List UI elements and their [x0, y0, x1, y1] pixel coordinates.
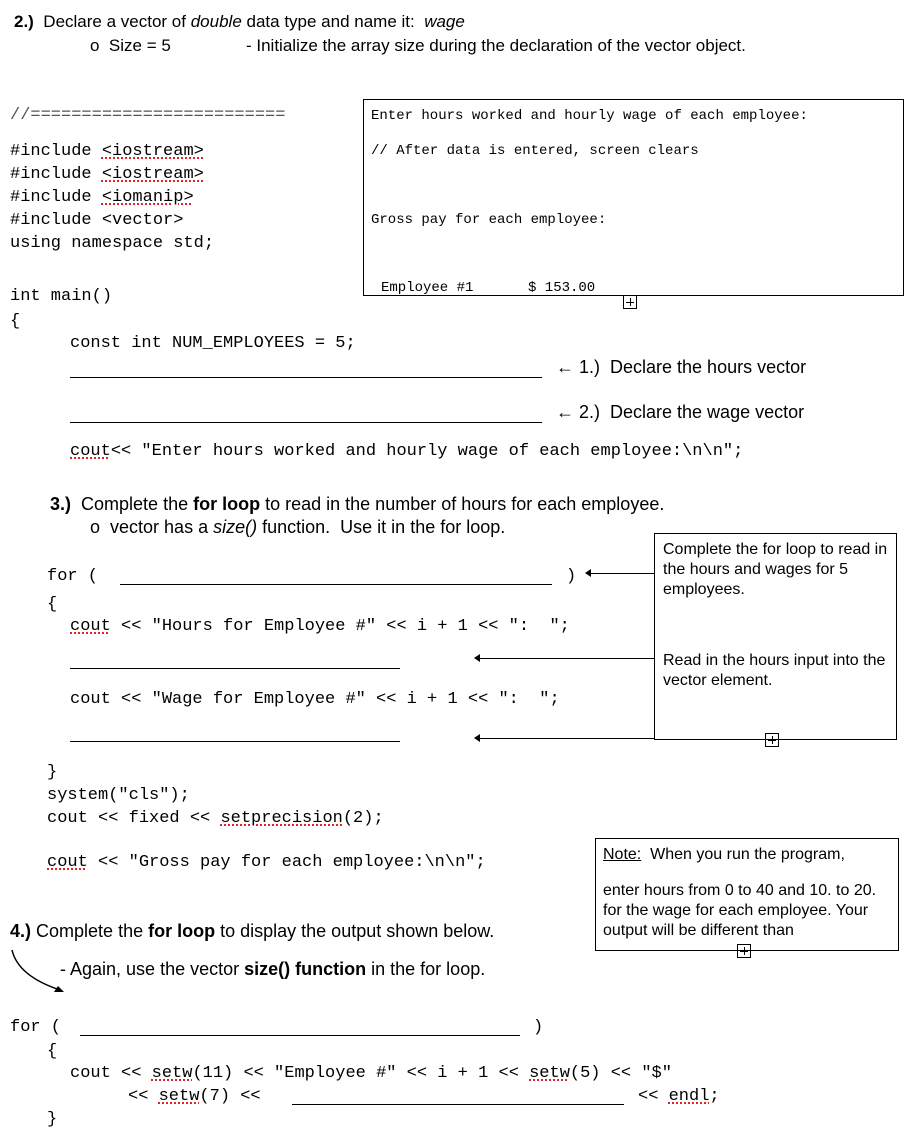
include-keyword: #include [10, 211, 92, 230]
callout-1-text: Complete the for loop to read in the hours and wages for 5 employees. [663, 541, 888, 598]
bullet-text-post: function. Use it in the for loop. [262, 517, 506, 537]
arrow-head-1-icon [585, 569, 591, 577]
section3-bullet [90, 517, 505, 537]
output-text: (11) << "Employee #" << i + 1 << [192, 1064, 530, 1083]
include-line-4 [10, 209, 183, 232]
console-line-2: // After data is entered, screen clears [371, 143, 699, 159]
expand-plus-icon[interactable] [623, 295, 637, 309]
size-text: Size = 5 [108, 36, 171, 55]
section3-text: Complete the [81, 494, 189, 514]
include-line-2 [10, 163, 204, 186]
section4-number: 4.) [10, 921, 32, 941]
include-line-1 [10, 140, 204, 163]
fixed-text: cout << fixed << [47, 809, 221, 828]
output-text: cout << [70, 1064, 152, 1083]
section4-text-post: to display the output shown below. [220, 921, 495, 941]
endl-func: endl [668, 1087, 710, 1106]
expand-plus-icon[interactable] [765, 733, 779, 747]
declare-wage-annotation: ← 2.) Declare the wage vector [556, 402, 805, 422]
for-loop-1-blank[interactable] [120, 584, 552, 585]
size-function: size() [213, 517, 258, 537]
arrow-line-1 [590, 573, 654, 574]
cout-keyword: cout [70, 617, 111, 636]
section4-heading [10, 921, 494, 941]
output-text: (5) << "$" [569, 1064, 672, 1083]
for-loop-2-blank[interactable] [80, 1035, 520, 1036]
output-line-2-end [638, 1085, 720, 1108]
declare-hours-annotation: ← 1.) Declare the hours vector [556, 357, 807, 377]
include-line-3 [10, 186, 194, 209]
for-loop-2-keyword: for ( [10, 1018, 62, 1037]
for-loop-2-close-paren: ) [533, 1018, 544, 1037]
output-line-2 [128, 1085, 261, 1108]
for-loop-1-keyword: for ( [47, 567, 99, 586]
for-loop-1-open-brace: { [47, 595, 58, 614]
section4-sub-text-post: in the for loop. [371, 959, 486, 979]
note-text-1: When you run the program, [650, 846, 845, 863]
cout-enter-text: << "Enter hours worked and hourly wage of each employee:\n\n"; [110, 442, 744, 461]
include-header: <iostream> [101, 165, 204, 184]
const-line: const int NUM_EMPLOYEES = 5; [70, 334, 356, 353]
for-loop-1-close-brace: } [47, 763, 58, 782]
setw-func: setw [529, 1064, 570, 1083]
for-loop-2-close-brace: } [47, 1110, 58, 1129]
section4-sub-bold: size() function [244, 959, 367, 979]
section2-name: wage [424, 12, 465, 31]
section4-sub [60, 959, 485, 979]
section3-number: 3.) [50, 494, 72, 514]
cout-keyword: cout [47, 853, 88, 872]
section2-heading [14, 12, 465, 32]
cout-keyword: cout [70, 442, 111, 461]
cout-hours-line [70, 615, 570, 638]
console-line-3: Gross pay for each employee: [371, 212, 607, 228]
hours-input-blank[interactable] [70, 668, 400, 669]
note-line-1 [603, 845, 845, 865]
note-label: Note: [603, 846, 642, 863]
console-employee-label: Employee #1 [381, 280, 474, 296]
section2-bullet [90, 36, 171, 56]
setw-func: setw [151, 1064, 193, 1083]
arrow-line-2 [480, 658, 654, 659]
section4-sub-text: - Again, use the vector [60, 959, 240, 979]
for-loop-2-open-brace: { [47, 1042, 58, 1061]
cout-hours-text: << "Hours for Employee #" << i + 1 << ": "; [121, 617, 570, 636]
using-line: using namespace std; [10, 234, 215, 253]
for-loop-1-close-paren: ) [566, 567, 577, 586]
section2-text: Declare a vector of [43, 12, 186, 31]
wage-vector-blank[interactable] [70, 422, 542, 423]
fixed-precision-line [47, 807, 384, 830]
section2-text-mid: data type and name it: [246, 12, 415, 31]
arrow-head-3-icon [474, 734, 480, 742]
include-header: <iomanip> [101, 188, 194, 207]
include-keyword: #include [10, 142, 92, 161]
console-line-1: Enter hours worked and hourly wage of each employee: [371, 108, 808, 124]
output-text: << [128, 1087, 159, 1106]
size-note: - Initialize the array size during the declaration of the vector object. [246, 36, 746, 55]
output-text: ; [709, 1087, 720, 1106]
note-box [595, 838, 899, 951]
section2-number: 2.) [14, 12, 34, 31]
curved-arrow-icon [8, 946, 68, 996]
main-open-brace: { [10, 312, 21, 331]
cout-wage-line: cout << "Wage for Employee #" << i + 1 << ": "; [70, 690, 560, 709]
console-employee-amount: $ 153.00 [528, 280, 596, 296]
console-output-box [363, 99, 904, 296]
callout-1-text-2: Read in the hours input into the vector element. [663, 652, 886, 689]
setw-func: setw [158, 1087, 200, 1106]
section3-heading [50, 494, 664, 514]
hours-vector-blank[interactable] [70, 377, 542, 378]
wage-input-blank[interactable] [70, 741, 400, 742]
cout-enter-line [70, 440, 743, 463]
comment-separator: //========================= [10, 106, 286, 125]
setprecision-func: setprecision [220, 809, 343, 828]
system-cls-line: system("cls"); [47, 786, 190, 805]
callout-box-1 [654, 533, 897, 740]
section3-bold: for loop [193, 494, 261, 514]
output-value-blank[interactable] [292, 1104, 624, 1105]
output-line-1 [70, 1062, 672, 1085]
include-keyword: #include [10, 165, 92, 184]
main-signature: int main() [10, 287, 113, 306]
expand-plus-icon[interactable] [737, 944, 751, 958]
arrow-head-2-icon [474, 654, 480, 662]
fixed-text-post: (2); [342, 809, 384, 828]
bullet-marker: o [90, 517, 101, 537]
include-header: <vector> [101, 211, 184, 230]
output-text: (7) << [199, 1087, 261, 1106]
section4-text: Complete the [36, 921, 144, 941]
section4-bold: for loop [148, 921, 216, 941]
arrow-line-3 [480, 738, 654, 739]
section2-type: double [190, 12, 242, 31]
cout-gross-text: << "Gross pay for each employee:\n\n"; [98, 853, 486, 872]
section3-text-post: to read in the number of hours for each employee. [265, 494, 665, 514]
include-header: <iostream> [101, 142, 204, 161]
bullet-text: vector has a [110, 517, 209, 537]
include-keyword: #include [10, 188, 92, 207]
cout-gross-line [47, 851, 486, 874]
note-line-2: enter hours from 0 to 40 and 10. to 20. for the wage for each employee. Your output will be different than [603, 882, 877, 939]
output-text: << [638, 1087, 669, 1106]
bullet-marker: o [90, 36, 100, 55]
